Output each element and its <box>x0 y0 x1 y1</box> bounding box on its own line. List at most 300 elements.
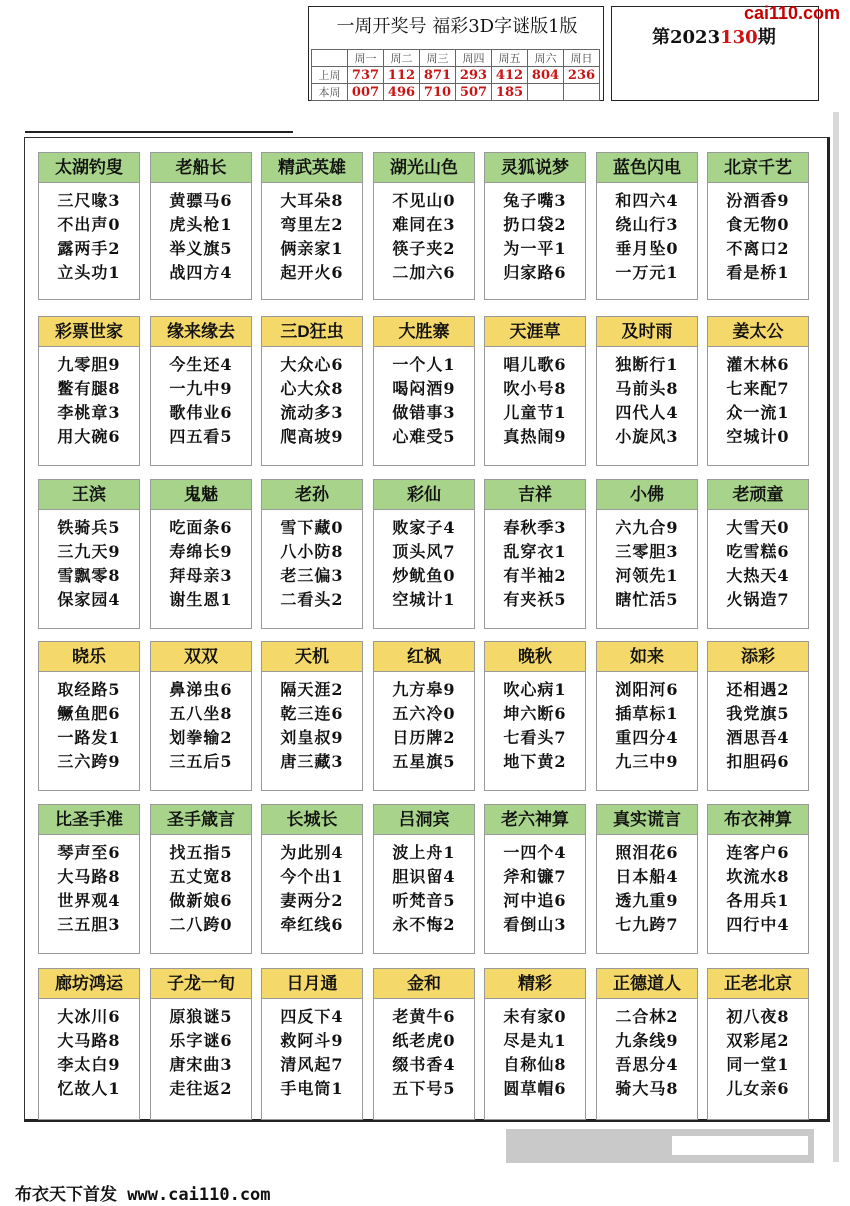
riddle-card <box>261 152 363 300</box>
riddle-card-lines <box>708 347 808 449</box>
riddle-line: 地下黄2 <box>503 752 567 771</box>
riddle-line: 刘皇叔9 <box>280 728 344 747</box>
riddle-card <box>484 316 586 466</box>
riddle-card-lines <box>597 347 697 449</box>
riddle-line: 琴声至6 <box>57 843 121 862</box>
riddle-line: 圆草帽6 <box>503 1079 567 1098</box>
riddle-line: 日本船4 <box>615 867 679 886</box>
riddle-card <box>596 479 698 629</box>
riddle-line: 一万元1 <box>615 263 679 282</box>
riddle-line: 河中追6 <box>503 891 567 910</box>
riddle-card <box>596 968 698 1120</box>
riddle-card-lines <box>262 672 362 774</box>
riddle-line: 立头功1 <box>57 263 121 282</box>
riddle-line: 九方皋9 <box>392 680 456 699</box>
riddle-line: 三九天9 <box>57 542 121 561</box>
riddle-line: 鳜鱼肥6 <box>57 704 121 723</box>
riddle-line: 众一流1 <box>726 403 790 422</box>
riddle-card-title: 吉祥 <box>485 480 585 510</box>
riddle-card <box>707 152 809 300</box>
riddle-card <box>261 479 363 629</box>
riddle-line: 五丈宽8 <box>169 867 233 886</box>
riddle-line: 真热闹9 <box>503 427 567 446</box>
riddle-card <box>150 152 252 300</box>
riddle-card-lines <box>597 672 697 774</box>
riddle-line: 战四方4 <box>169 263 233 282</box>
riddle-card-lines <box>39 672 139 774</box>
riddle-line: 纸老虎0 <box>392 1031 456 1050</box>
header-divider <box>25 131 293 133</box>
riddle-line: 永不悔2 <box>392 915 456 934</box>
riddle-line: 三零胆3 <box>615 542 679 561</box>
riddle-line: 找五指5 <box>169 843 233 862</box>
riddle-line: 李太白9 <box>57 1055 121 1074</box>
draw-number: 185 <box>492 84 528 101</box>
riddle-card-title: 小佛 <box>597 480 697 510</box>
riddle-card-lines <box>374 183 474 285</box>
brand-logo-url[interactable]: cai110.com <box>743 3 841 23</box>
riddle-card-lines <box>151 510 251 612</box>
riddle-card-lines <box>708 510 808 612</box>
riddle-line: 一四个4 <box>503 843 567 862</box>
riddle-card <box>707 804 809 954</box>
page-edge-shadow <box>833 112 839 1162</box>
draw-number: 007 <box>348 84 384 101</box>
riddle-line: 吹小号8 <box>503 379 567 398</box>
draw-corner <box>312 50 348 67</box>
riddle-line: 扔口袋2 <box>503 215 567 234</box>
riddle-card-title: 长城长 <box>262 805 362 835</box>
riddle-line: 二八跨0 <box>169 915 233 934</box>
riddle-line: 爬高坡9 <box>280 427 344 446</box>
riddle-line: 俩亲家1 <box>280 239 344 258</box>
riddle-card-title: 廊坊鸿运 <box>39 969 139 999</box>
draw-number <box>528 84 564 101</box>
riddle-card-title: 精彩 <box>485 969 585 999</box>
draw-number: 737 <box>348 67 384 84</box>
riddle-line: 走往返2 <box>169 1079 233 1098</box>
riddle-card-title: 红枫 <box>374 642 474 672</box>
riddle-line: 老三偏3 <box>280 566 344 585</box>
riddle-card-title: 三D狂虫 <box>262 317 362 347</box>
riddle-card-title: 如来 <box>597 642 697 672</box>
riddle-card <box>261 968 363 1120</box>
riddle-line: 小旋风3 <box>615 427 679 446</box>
riddle-card <box>707 479 809 629</box>
issue-highlight: 130 <box>720 27 758 48</box>
riddle-card-title: 及时雨 <box>597 317 697 347</box>
riddle-line: 九条线9 <box>615 1031 679 1050</box>
riddle-line: 听梵音5 <box>392 891 456 910</box>
riddle-card-title: 金和 <box>374 969 474 999</box>
riddle-card-title: 真实谎言 <box>597 805 697 835</box>
riddle-card <box>596 316 698 466</box>
riddle-line: 保家园4 <box>57 590 121 609</box>
riddle-card <box>38 641 140 791</box>
riddle-card <box>373 152 475 300</box>
riddle-line: 坤六断6 <box>503 704 567 723</box>
riddle-line: 二看头2 <box>280 590 344 609</box>
riddle-line: 鼻涕虫6 <box>169 680 233 699</box>
draw-number: 496 <box>384 84 420 101</box>
riddle-line: 五下号5 <box>392 1079 456 1098</box>
riddle-line: 世界观4 <box>57 891 121 910</box>
riddle-line: 大耳朵8 <box>280 191 344 210</box>
riddle-line: 大马路8 <box>57 867 121 886</box>
riddle-line: 胆识留4 <box>392 867 456 886</box>
riddle-line: 同一堂1 <box>726 1055 790 1074</box>
riddle-line: 五八坐8 <box>169 704 233 723</box>
riddle-line: 儿女亲6 <box>726 1079 790 1098</box>
draw-day-label: 周六 <box>528 50 564 67</box>
draw-week-row <box>312 84 600 101</box>
riddle-card-lines <box>597 999 697 1101</box>
riddle-card-title: 老顽童 <box>708 480 808 510</box>
riddle-line: 为此别4 <box>280 843 344 862</box>
riddle-line: 不见山0 <box>392 191 456 210</box>
riddle-line: 九三中9 <box>615 752 679 771</box>
riddle-line: 日历牌2 <box>392 728 456 747</box>
draw-number: 804 <box>528 67 564 84</box>
riddle-line: 划拳输2 <box>169 728 233 747</box>
riddle-line: 八小防8 <box>280 542 344 561</box>
riddle-line: 二加六6 <box>392 263 456 282</box>
riddle-line: 看倒山3 <box>503 915 567 934</box>
riddle-line: 做错事3 <box>392 403 456 422</box>
riddle-line: 三五胆3 <box>57 915 121 934</box>
riddle-line: 弯里左2 <box>280 215 344 234</box>
riddle-card-lines <box>262 347 362 449</box>
riddle-card <box>261 641 363 791</box>
riddle-card-lines <box>485 672 585 774</box>
weekly-draw-box <box>308 6 604 101</box>
riddle-line: 手电筒1 <box>280 1079 344 1098</box>
riddle-line: 心大众8 <box>280 379 344 398</box>
riddle-line: 乱穿衣1 <box>503 542 567 561</box>
riddle-line: 有夹袄5 <box>503 590 567 609</box>
riddle-line: 浏阳河6 <box>615 680 679 699</box>
riddle-line: 吾思分4 <box>615 1055 679 1074</box>
riddle-line: 露两手2 <box>57 239 121 258</box>
riddle-line: 透九重9 <box>615 891 679 910</box>
riddle-line: 妻两分2 <box>280 891 344 910</box>
riddle-line: 顶头风7 <box>392 542 456 561</box>
riddle-line: 三尺喙3 <box>57 191 121 210</box>
draw-day-label: 周三 <box>420 50 456 67</box>
draw-day-label: 周二 <box>384 50 420 67</box>
riddle-line: 扣胆码6 <box>726 752 790 771</box>
riddle-line: 春秋季3 <box>503 518 567 537</box>
riddle-line: 心难受5 <box>392 427 456 446</box>
riddle-card-title: 精武英雄 <box>262 153 362 183</box>
riddle-card <box>596 641 698 791</box>
riddle-card-lines <box>708 183 808 285</box>
riddle-card <box>373 804 475 954</box>
riddle-line: 四五看5 <box>169 427 233 446</box>
riddle-line: 酒思吾4 <box>726 728 790 747</box>
riddle-line: 看是桥1 <box>726 263 790 282</box>
riddle-card-title: 彩票世家 <box>39 317 139 347</box>
riddle-line: 七九跨7 <box>615 915 679 934</box>
draw-number: 710 <box>420 84 456 101</box>
riddle-card <box>484 152 586 300</box>
draw-day-label: 周四 <box>456 50 492 67</box>
weekly-draw-table <box>311 49 600 101</box>
riddle-card <box>38 804 140 954</box>
riddle-card <box>150 479 252 629</box>
riddle-line: 双彩尾2 <box>726 1031 790 1050</box>
riddle-line: 连客户6 <box>726 843 790 862</box>
weekly-draw-title: 一周开奖号 福彩3D字谜版1版 <box>336 16 578 37</box>
riddle-line: 骑大马8 <box>615 1079 679 1098</box>
riddle-card <box>373 641 475 791</box>
riddle-line: 独断行1 <box>615 355 679 374</box>
riddle-line: 铁骑兵5 <box>57 518 121 537</box>
riddle-line: 老黄牛6 <box>392 1007 456 1026</box>
riddle-line: 虎头枪1 <box>169 215 233 234</box>
riddle-line: 炒鱿鱼0 <box>392 566 456 585</box>
riddle-line: 清风起7 <box>280 1055 344 1074</box>
riddle-card <box>38 152 140 300</box>
riddle-line: 救阿斗9 <box>280 1031 344 1050</box>
riddle-card <box>484 641 586 791</box>
draw-number: 293 <box>456 67 492 84</box>
riddle-line: 缀书香4 <box>392 1055 456 1074</box>
riddle-line: 雪飘零8 <box>57 566 121 585</box>
riddle-line: 雪下藏0 <box>280 518 344 537</box>
riddle-card <box>484 479 586 629</box>
riddle-card <box>261 316 363 466</box>
riddle-line: 败家子4 <box>392 518 456 537</box>
riddle-card <box>38 968 140 1120</box>
riddle-line: 归家路6 <box>503 263 567 282</box>
riddle-line: 还相遇2 <box>726 680 790 699</box>
riddle-card-title: 太湖钓叟 <box>39 153 139 183</box>
header <box>0 0 850 108</box>
draw-week-label: 上周 <box>312 67 348 84</box>
riddle-card-lines <box>597 510 697 612</box>
riddle-card-lines <box>708 999 808 1101</box>
draw-day-label: 周一 <box>348 50 384 67</box>
riddle-line: 三六跨9 <box>57 752 121 771</box>
riddle-line: 筷子夹2 <box>392 239 456 258</box>
riddle-line: 二合林2 <box>615 1007 679 1026</box>
riddle-line: 四行中4 <box>726 915 790 934</box>
riddle-line: 尽是丸1 <box>503 1031 567 1050</box>
draw-number: 236 <box>564 67 600 84</box>
riddle-card-lines <box>262 999 362 1101</box>
riddle-card-lines <box>262 510 362 612</box>
riddle-line: 照泪花6 <box>615 843 679 862</box>
footer-bar <box>506 1129 814 1163</box>
riddle-line: 吃面条6 <box>169 518 233 537</box>
riddle-card-lines <box>485 183 585 285</box>
riddle-card-lines <box>374 835 474 937</box>
riddle-line: 乾三连6 <box>280 704 344 723</box>
riddle-card-lines <box>39 183 139 285</box>
riddle-card <box>373 316 475 466</box>
riddle-card-title: 天涯草 <box>485 317 585 347</box>
riddle-card-title: 正老北京 <box>708 969 808 999</box>
riddle-line: 四反下4 <box>280 1007 344 1026</box>
riddle-card-title: 缘来缘去 <box>151 317 251 347</box>
riddle-line: 垂月坠0 <box>615 239 679 258</box>
draw-day-label: 周五 <box>492 50 528 67</box>
riddle-card <box>150 316 252 466</box>
riddle-line: 兔子嘴3 <box>503 191 567 210</box>
riddle-card-lines <box>39 999 139 1101</box>
riddle-line: 不出声0 <box>57 215 121 234</box>
riddle-card-lines <box>485 835 585 937</box>
riddle-line: 一路发1 <box>57 728 121 747</box>
riddle-line: 空城计1 <box>392 590 456 609</box>
riddle-line: 唐宋曲3 <box>169 1055 233 1074</box>
riddle-line: 歌伟业6 <box>169 403 233 422</box>
riddle-line: 儿童节1 <box>503 403 567 422</box>
riddle-line: 不离口2 <box>726 239 790 258</box>
riddle-line: 大冰川6 <box>57 1007 121 1026</box>
riddle-line: 唱儿歌6 <box>503 355 567 374</box>
riddle-card-lines <box>39 510 139 612</box>
riddle-card-title: 比圣手准 <box>39 805 139 835</box>
riddle-card-lines <box>151 347 251 449</box>
riddle-line: 我党旗5 <box>726 704 790 723</box>
riddle-card <box>484 968 586 1120</box>
riddle-line: 吹心病1 <box>503 680 567 699</box>
draw-number <box>564 84 600 101</box>
riddle-line: 李桃章3 <box>57 403 121 422</box>
riddle-line: 谢生恩1 <box>169 590 233 609</box>
riddle-line: 为一平1 <box>503 239 567 258</box>
riddle-line: 河领先1 <box>615 566 679 585</box>
riddle-line: 今生还4 <box>169 355 233 374</box>
draw-week-label: 本周 <box>312 84 348 101</box>
riddle-card-lines <box>374 347 474 449</box>
riddle-card-title: 老孙 <box>262 480 362 510</box>
riddle-line: 马前头8 <box>615 379 679 398</box>
riddle-line: 喝闷酒9 <box>392 379 456 398</box>
riddle-line: 汾酒香9 <box>726 191 790 210</box>
draw-number: 871 <box>420 67 456 84</box>
riddle-line: 空城计0 <box>726 427 790 446</box>
riddle-card-title: 姜太公 <box>708 317 808 347</box>
riddle-line: 黄骠马6 <box>169 191 233 210</box>
riddle-line: 七看头7 <box>503 728 567 747</box>
riddle-card <box>38 316 140 466</box>
riddle-card-lines <box>151 835 251 937</box>
riddle-card-lines <box>262 183 362 285</box>
riddle-line: 取经路5 <box>57 680 121 699</box>
riddle-card-title: 添彩 <box>708 642 808 672</box>
riddle-line: 乐字谜6 <box>169 1031 233 1050</box>
riddle-card-title: 日月通 <box>262 969 362 999</box>
riddle-card-lines <box>708 672 808 774</box>
riddle-line: 初八夜8 <box>726 1007 790 1026</box>
riddle-card <box>484 804 586 954</box>
riddle-line: 重四分4 <box>615 728 679 747</box>
riddle-card <box>150 968 252 1120</box>
draw-day-label: 周日 <box>564 50 600 67</box>
riddle-card-title: 晓乐 <box>39 642 139 672</box>
riddle-line: 火锅造7 <box>726 590 790 609</box>
riddle-card <box>707 316 809 466</box>
riddle-line: 吃雪糕6 <box>726 542 790 561</box>
riddle-card-lines <box>374 510 474 612</box>
riddle-line: 用大碗6 <box>57 427 121 446</box>
riddle-line: 做新娘6 <box>169 891 233 910</box>
riddle-line: 自称仙8 <box>503 1055 567 1074</box>
riddle-line: 坎流水8 <box>726 867 790 886</box>
riddle-card-lines <box>374 672 474 774</box>
riddle-line: 大众心6 <box>280 355 344 374</box>
riddle-card-title: 老六神算 <box>485 805 585 835</box>
footer-credit[interactable]: 布衣天下首发 www.cai110.com <box>15 1185 271 1205</box>
riddle-line: 绕山行3 <box>615 215 679 234</box>
draw-number: 412 <box>492 67 528 84</box>
riddle-card-title: 湖光山色 <box>374 153 474 183</box>
riddle-card <box>150 641 252 791</box>
riddle-line: 牵红线6 <box>280 915 344 934</box>
riddle-line: 各用兵1 <box>726 891 790 910</box>
riddle-card-title: 晚秋 <box>485 642 585 672</box>
riddle-line: 难同在3 <box>392 215 456 234</box>
riddle-card-lines <box>485 999 585 1101</box>
riddle-line: 起开火6 <box>280 263 344 282</box>
riddle-card-title: 子龙一旬 <box>151 969 251 999</box>
issue-suffix: 期 <box>757 27 776 48</box>
riddle-line: 一九中9 <box>169 379 233 398</box>
riddle-card-title: 大胜寨 <box>374 317 474 347</box>
riddle-line: 未有家0 <box>503 1007 567 1026</box>
draw-number: 112 <box>384 67 420 84</box>
riddle-card <box>707 968 809 1120</box>
draw-number: 507 <box>456 84 492 101</box>
riddle-card <box>373 968 475 1120</box>
riddle-line: 大热天4 <box>726 566 790 585</box>
riddle-card-lines <box>485 347 585 449</box>
riddle-line: 寿绵长9 <box>169 542 233 561</box>
riddle-line: 唐三藏3 <box>280 752 344 771</box>
riddle-line: 灌木林6 <box>726 355 790 374</box>
riddle-line: 大雪天0 <box>726 518 790 537</box>
riddle-line: 五星旗5 <box>392 752 456 771</box>
riddle-line: 瞎忙活5 <box>615 590 679 609</box>
riddle-card-lines <box>151 183 251 285</box>
riddle-card-title: 北京千艺 <box>708 153 808 183</box>
draw-week-row <box>312 67 600 84</box>
riddle-card-title: 正德道人 <box>597 969 697 999</box>
riddle-line: 流动多3 <box>280 403 344 422</box>
riddle-line: 插草标1 <box>615 704 679 723</box>
draw-days-row <box>312 50 600 67</box>
riddle-card-title: 灵狐说梦 <box>485 153 585 183</box>
riddle-card-title: 蓝色闪电 <box>597 153 697 183</box>
riddle-line: 举义旗5 <box>169 239 233 258</box>
riddle-card-title: 布衣神算 <box>708 805 808 835</box>
riddle-card-title: 王滨 <box>39 480 139 510</box>
riddle-line: 波上舟1 <box>392 843 456 862</box>
riddle-card-lines <box>597 183 697 285</box>
riddle-card-title: 圣手箴言 <box>151 805 251 835</box>
riddle-card-lines <box>39 347 139 449</box>
riddle-line: 鳖有腿8 <box>57 379 121 398</box>
riddle-line: 隔天涯2 <box>280 680 344 699</box>
riddle-line: 斧和镰7 <box>503 867 567 886</box>
riddle-card <box>38 479 140 629</box>
riddle-line: 食无物0 <box>726 215 790 234</box>
riddle-card-lines <box>151 672 251 774</box>
riddle-card <box>373 479 475 629</box>
